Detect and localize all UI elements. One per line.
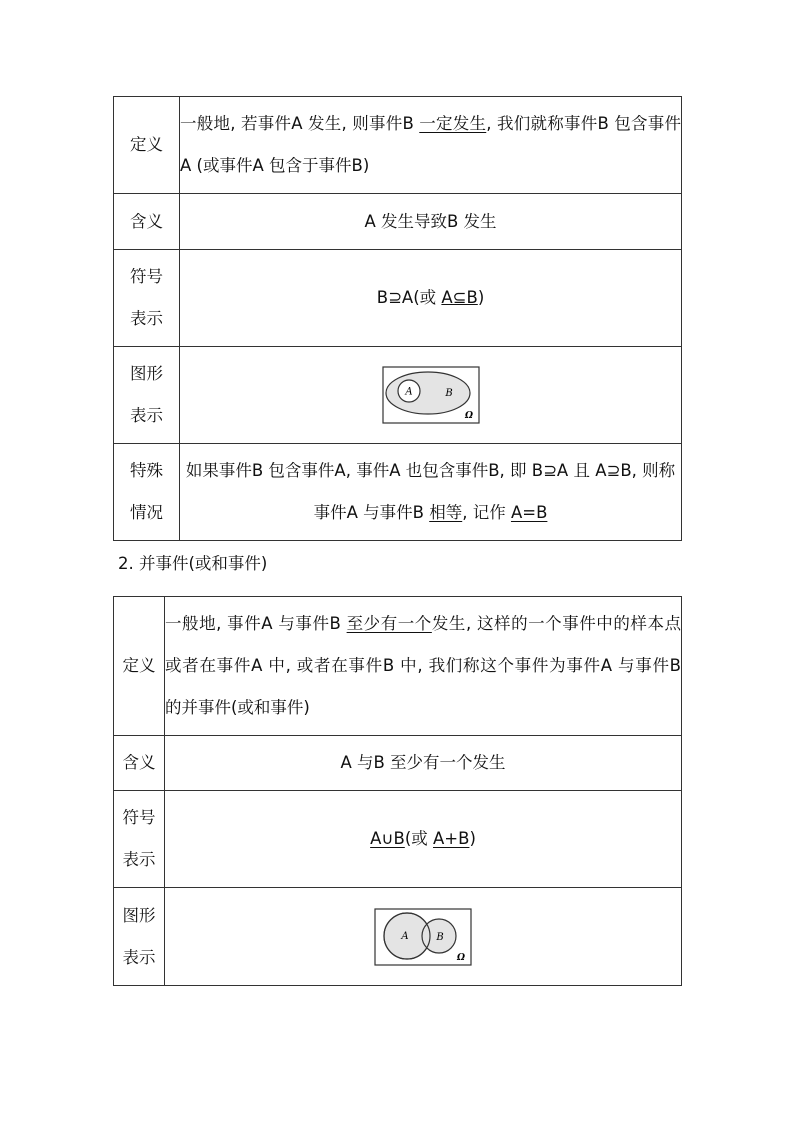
emphasis-underline: A∪B — [370, 829, 405, 848]
emphasis-underline: A+B — [433, 829, 470, 848]
symbol-text: B⊇A(或 A⊆B) — [180, 250, 682, 347]
table-row — [114, 888, 682, 986]
row-label-diagram: 图形 表示 — [114, 347, 180, 444]
symbol-text: A∪B(或 A+B) — [165, 791, 682, 888]
row-label-symbol: 符号 表示 — [114, 791, 165, 888]
table-row — [114, 791, 682, 888]
union-event-table — [113, 596, 682, 986]
section-heading: 2. 并事件(或和事件) — [118, 554, 268, 573]
emphasis-underline: 至少有一个 — [346, 614, 432, 633]
universe-label: Ω — [464, 411, 473, 421]
subset-event-table — [113, 96, 682, 541]
emphasis-underline: 一定发生 — [419, 114, 487, 133]
event-a-label: A — [401, 930, 409, 942]
table-row — [114, 97, 682, 194]
table-row — [114, 736, 682, 791]
emphasis-underline: A=B — [510, 503, 548, 522]
table-row — [114, 250, 682, 347]
meaning-text: A 与B 至少有一个发生 — [165, 736, 682, 791]
special-case-text: 如果事件B 包含事件A, 事件A 也包含事件B, 即 B⊇A 且 A⊇B, 则称事件A 与事件B 相等, 记作 A=B — [180, 444, 682, 541]
emphasis-underline: 相等 — [429, 503, 463, 522]
meaning-text: A 发生导致B 发生 — [180, 194, 682, 250]
table-row — [114, 347, 682, 444]
row-label-special: 特殊 情况 — [114, 444, 180, 541]
table-row — [114, 194, 682, 250]
universe-label: Ω — [456, 952, 466, 963]
event-b-label: B — [444, 388, 453, 399]
row-label-symbol: 符号 表示 — [114, 250, 180, 347]
definition-text: 一般地, 事件A 与事件B 至少有一个发生, 这样的一个事件中的样本点或者在事件A 中, 或者在事件B 中, 我们称这个事件为事件A 与事件B 的并事件(或和事件) — [165, 597, 682, 736]
definition-text: 一般地, 若事件A 发生, 则事件B 一定发生, 我们就称事件B 包含事件A (或事件A 包含于事件B) — [180, 97, 682, 194]
row-label-definition: 定义 — [114, 97, 180, 194]
row-label-meaning: 含义 — [114, 736, 165, 791]
event-b-label: B — [436, 931, 444, 943]
row-label-meaning: 含义 — [114, 194, 180, 250]
row-label-diagram: 图形 表示 — [114, 888, 165, 986]
table-row — [114, 597, 682, 736]
row-label-definition: 定义 — [114, 597, 165, 736]
event-a-label: A — [404, 386, 413, 398]
union-venn-diagram — [374, 908, 472, 966]
subset-venn-diagram — [382, 366, 480, 424]
table-row — [114, 444, 682, 541]
